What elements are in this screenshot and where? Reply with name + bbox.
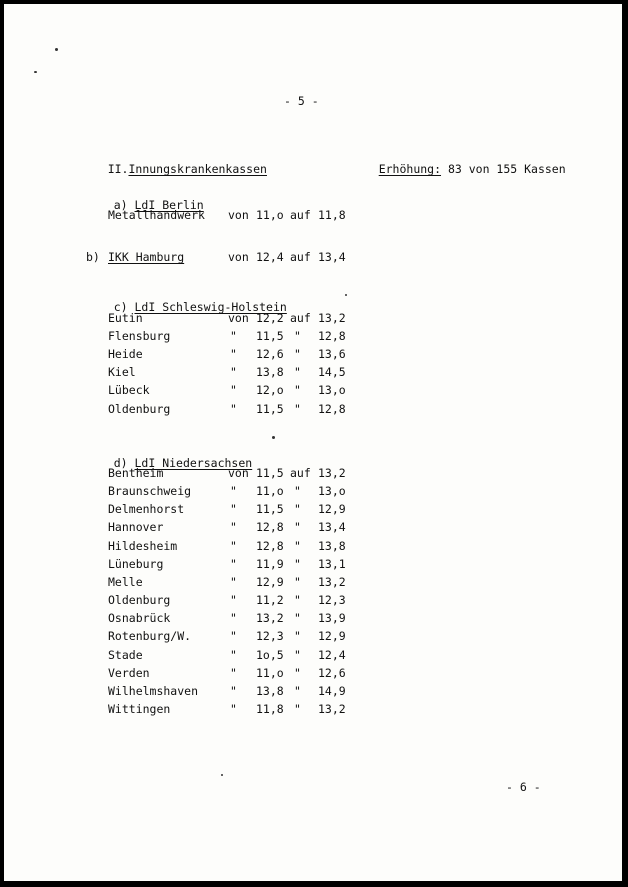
row-to: 12,6 xyxy=(318,665,346,680)
row-von: " xyxy=(230,401,237,416)
group-title: LdI Niedersachsen xyxy=(134,456,253,470)
row-auf: " xyxy=(294,701,301,716)
row-to: 11,8 xyxy=(318,208,346,222)
row-auf: " xyxy=(294,665,301,680)
table-row xyxy=(4,648,622,662)
row-name: Oldenburg xyxy=(108,401,171,416)
scan-speck xyxy=(272,436,275,439)
row-von: " xyxy=(230,647,237,662)
table-row xyxy=(4,629,622,643)
group-heading-b xyxy=(4,250,622,264)
row-name: Bentheim xyxy=(108,466,164,480)
row-from: 11,5 xyxy=(256,502,284,517)
row-auf: auf xyxy=(290,208,311,222)
group-letter: c) xyxy=(113,300,128,314)
row-from: 1o,5 xyxy=(256,647,284,662)
scan-speck xyxy=(345,294,347,296)
row-auf: " xyxy=(294,683,301,698)
row-to: 13,4 xyxy=(318,250,346,264)
row-from: 11,2 xyxy=(256,593,284,608)
row-von: " xyxy=(230,538,237,553)
increase-text: 83 von 155 Kassen xyxy=(447,162,566,176)
row-to: 13,8 xyxy=(318,538,346,553)
row-auf: auf xyxy=(290,466,311,480)
row-name: Eutin xyxy=(108,311,143,325)
table-row xyxy=(4,557,622,571)
table-row xyxy=(4,466,622,480)
row-to: 13,9 xyxy=(318,611,346,626)
table-row xyxy=(4,611,622,625)
row-von: von xyxy=(228,250,249,264)
row-auf: " xyxy=(294,365,301,380)
row-to: 14,9 xyxy=(318,683,346,698)
scan-speck xyxy=(55,48,58,51)
row-name: Hildesheim xyxy=(108,538,178,553)
row-von: von xyxy=(228,208,249,222)
row-from: 12,6 xyxy=(256,347,284,362)
page-number-top: - 5 - xyxy=(284,94,319,108)
row-from: 12,2 xyxy=(256,311,284,325)
row-to: 12,8 xyxy=(318,329,346,344)
row-auf: " xyxy=(294,347,301,362)
page-number-bottom: - 6 - xyxy=(506,780,541,794)
row-to: 13,2 xyxy=(318,701,346,716)
row-to: 13,2 xyxy=(318,574,346,589)
row-von: " xyxy=(230,611,237,626)
row-from: 13,8 xyxy=(256,683,284,698)
row-from: 12,4 xyxy=(256,250,284,264)
row-von: " xyxy=(230,593,237,608)
row-auf: " xyxy=(294,593,301,608)
row-from: 11,5 xyxy=(256,466,284,480)
row-auf: " xyxy=(294,329,301,344)
row-from: 12,8 xyxy=(256,520,284,535)
row-von: " xyxy=(230,520,237,535)
scan-speck xyxy=(34,71,37,73)
row-to: 13,o xyxy=(318,484,346,499)
row-von: von xyxy=(228,466,249,480)
row-from: 11,9 xyxy=(256,556,284,571)
row-auf: " xyxy=(294,574,301,589)
row-von: " xyxy=(230,574,237,589)
row-name: Rotenburg/W. xyxy=(108,629,192,644)
row-von: von xyxy=(228,311,249,325)
row-von: " xyxy=(230,683,237,698)
row-name: Hannover xyxy=(108,520,164,535)
row-from: 12,3 xyxy=(256,629,284,644)
table-row xyxy=(4,484,622,498)
row-auf: auf xyxy=(290,250,311,264)
table-row xyxy=(4,684,622,698)
group-letter: a) xyxy=(113,198,128,212)
section-number: II. xyxy=(107,162,129,176)
row-name: Braunschweig xyxy=(108,484,192,499)
row-from: 11,o xyxy=(256,208,284,222)
row-name: Wittingen xyxy=(108,701,171,716)
row-from: 13,8 xyxy=(256,365,284,380)
row-name: Verden xyxy=(108,665,150,680)
table-row xyxy=(4,593,622,607)
row-to: 13,2 xyxy=(318,466,346,480)
row-name: Flensburg xyxy=(108,329,171,344)
row-name: Delmenhorst xyxy=(108,502,185,517)
group-title: LdI Schleswig-Holstein xyxy=(134,300,287,314)
row-from: 12,9 xyxy=(256,574,284,589)
row-auf: " xyxy=(294,502,301,517)
row-auf: " xyxy=(294,401,301,416)
table-row xyxy=(4,575,622,589)
table-row xyxy=(4,347,622,361)
row-von: " xyxy=(230,365,237,380)
row-to: 13,2 xyxy=(318,311,346,325)
table-row xyxy=(4,666,622,680)
table-row xyxy=(4,329,622,343)
row-auf: " xyxy=(294,520,301,535)
row-name: Metallhandwerk xyxy=(108,208,205,222)
row-name: Wilhelmshaven xyxy=(108,683,199,698)
row-von: " xyxy=(230,665,237,680)
row-to: 13,6 xyxy=(318,347,346,362)
group-title: LdI Berlin xyxy=(134,198,204,212)
row-name: Oldenburg xyxy=(108,593,171,608)
row-name: Osnabrück xyxy=(108,611,171,626)
row-name: Melle xyxy=(108,574,143,589)
row-von: " xyxy=(230,347,237,362)
row-from: 12,o xyxy=(256,383,284,398)
row-to: 12,4 xyxy=(318,647,346,662)
table-row xyxy=(4,383,622,397)
row-to: 12,8 xyxy=(318,401,346,416)
row-from: 12,8 xyxy=(256,538,284,553)
group-letter: b) xyxy=(86,250,100,264)
table-row xyxy=(4,402,622,416)
row-to: 13,4 xyxy=(318,520,346,535)
row-from: 11,o xyxy=(256,665,284,680)
row-von: " xyxy=(230,484,237,499)
table-row xyxy=(4,208,622,222)
table-row xyxy=(4,311,622,325)
row-auf: " xyxy=(294,629,301,644)
row-auf: " xyxy=(294,538,301,553)
scan-speck xyxy=(221,774,223,776)
document-page xyxy=(4,4,622,881)
row-auf: " xyxy=(294,484,301,499)
row-auf: " xyxy=(294,611,301,626)
row-name: Stade xyxy=(108,647,143,662)
row-from: 11,o xyxy=(256,484,284,499)
row-auf: " xyxy=(294,556,301,571)
row-von: " xyxy=(230,701,237,716)
row-name: Lüneburg xyxy=(108,556,164,571)
row-name: Heide xyxy=(108,347,143,362)
row-to: 13,1 xyxy=(318,556,346,571)
row-von: " xyxy=(230,502,237,517)
section-title: Innungskrankenkassen xyxy=(128,162,267,176)
group-title: IKK Hamburg xyxy=(108,250,185,264)
row-auf: " xyxy=(294,647,301,662)
row-von: " xyxy=(230,629,237,644)
row-von: " xyxy=(230,556,237,571)
row-auf: " xyxy=(294,383,301,398)
increase-label: Erhöhung: xyxy=(378,162,442,176)
row-von: " xyxy=(230,329,237,344)
table-row xyxy=(4,520,622,534)
row-auf: auf xyxy=(290,311,311,325)
row-from: 11,5 xyxy=(256,401,284,416)
table-row xyxy=(4,539,622,553)
row-to: 14,5 xyxy=(318,365,346,380)
row-to: 13,o xyxy=(318,383,346,398)
table-row xyxy=(4,502,622,516)
row-from: 11,8 xyxy=(256,701,284,716)
row-from: 13,2 xyxy=(256,611,284,626)
row-to: 12,9 xyxy=(318,629,346,644)
table-row xyxy=(4,702,622,716)
row-name: Kiel xyxy=(108,365,136,380)
row-to: 12,9 xyxy=(318,502,346,517)
row-to: 12,3 xyxy=(318,593,346,608)
group-letter: d) xyxy=(113,456,128,470)
row-von: " xyxy=(230,383,237,398)
row-name: Lübeck xyxy=(108,383,150,398)
row-from: 11,5 xyxy=(256,329,284,344)
increase-summary xyxy=(351,148,566,190)
table-row xyxy=(4,365,622,379)
